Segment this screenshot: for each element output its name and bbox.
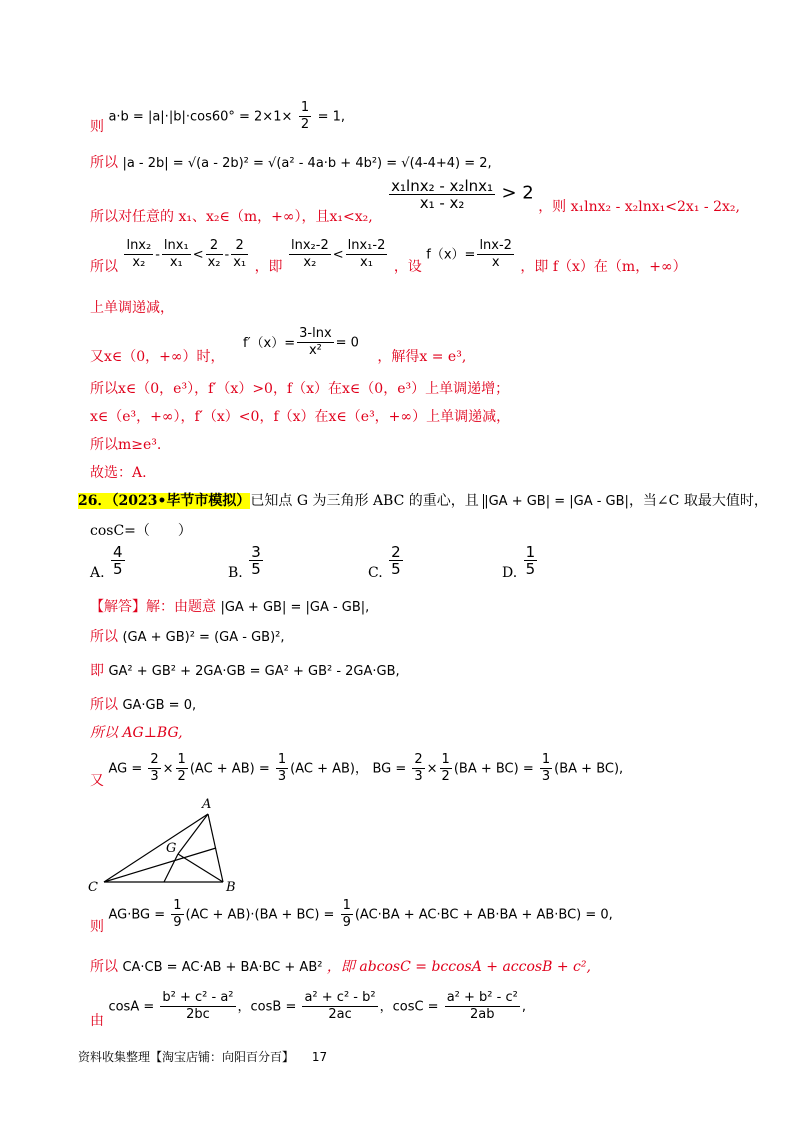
formula: , [521,999,526,1015]
text-prefix: 则 [90,118,104,135]
edge-ca [104,814,208,882]
text-prefix: 又x∈（0，+∞）时， [90,348,225,365]
condition-formula: |GA + GB| = |GA - GB| [484,494,629,509]
solution-line-5: 上单调递减， [90,300,174,316]
choice-fraction: $\frac{2}{5}$ [391,543,401,578]
choice-c[interactable] [368,543,405,581]
stem-tail: ，当∠C 取最大值时， [628,493,768,509]
fraction: $\frac{1}{2}$ [300,100,310,132]
function-def: f（x）= [426,247,476,263]
median-g [164,854,178,882]
question-stem-2: cosC=（ ） [90,523,192,539]
lt-sign: < [332,247,344,263]
solution-line-7: 所以x∈（0，e³），f′（x）>0，f（x）在x∈（0，e³）上单调递增； [90,381,510,397]
text-tail: ，则 x₁lnx₂ - x₂lnx₁<2x₁ - 2x₂, [538,198,740,215]
solution-line-10: 故选：A. [90,465,147,481]
median-c [104,848,216,882]
fraction: $\frac{1}{9}$ [342,898,351,930]
choice-a[interactable] [90,543,127,581]
solution-line-4 [90,238,687,275]
solution-line-3 [90,177,740,225]
formula: ，cosC = [379,999,443,1015]
answer-step-3 [90,694,196,714]
formula: ，cosB = [237,999,301,1015]
text-mid: ，即 [254,258,283,275]
solution-line-9: 所以m≥e³. [90,437,162,453]
choice-label: A. [90,564,105,581]
fraction: $\frac{1}{2}$ [177,752,186,784]
gt-sign: > 2 [501,182,534,204]
fraction: $\frac{2}{\text{x₂}}$ [207,238,221,270]
answer-step-1 [90,626,284,646]
formula: AG = [108,761,147,777]
answer-step-8 [90,990,526,1029]
solution-line-1 [90,100,345,133]
text-prefix: 则 [90,918,104,935]
minus-sign: - [224,247,230,263]
formula: (GA + GB)² = (GA - GB)², [122,630,285,645]
formula: (AC + AB)·(BA + BC) = [185,907,339,923]
label-g: G [166,841,177,856]
formula: BG = [372,761,411,777]
question-number: 26．（2023•毕节市模拟） [78,493,251,509]
text-prefix: 所以对任意的 [90,208,174,225]
formula: (BA + BC) = [453,761,538,777]
formula: |GA + GB| = |GA - GB|, [220,600,370,615]
times-sign: × [162,761,174,777]
fraction: $\frac{1}{3}$ [541,752,551,784]
fraction: $\frac{1}{9}$ [173,898,182,930]
fraction: $\frac{\text{a² + c² - b²}}{2ac}$ [304,990,376,1022]
fraction: $\frac{1}{2}$ [441,752,450,784]
lt-sign: < [192,247,204,263]
page-footer [78,1048,327,1065]
text-tail: ，即 f（x）在（m，+∞） [520,258,687,275]
formula: (AC + AB) = [189,761,274,777]
label-a: A [202,797,212,812]
fraction: $\frac{\text{lnx₁-2}}{\text{x₁}}$ [347,238,386,270]
text-prefix: 所以 [90,697,118,713]
formula: (BA + BC), [554,761,624,777]
fraction: $\frac{\text{lnx₂}}{\text{x₂}}$ [126,238,152,270]
function-derivative: f′（x）= [243,335,296,351]
answer-step-2 [90,660,400,680]
text-condition: x₁、x₂∈（m，+∞），且x₁<x₂, [178,208,373,225]
text-prefix: 又 [90,772,104,789]
text-tail: ，解得x = e³, [377,348,467,365]
label-c: C [88,880,98,894]
formula: GA·GB = 0, [122,698,197,713]
answer-step-7 [90,956,591,976]
text-prefix: 所以 [90,959,118,975]
fraction: $\frac{2}{3}$ [150,752,159,784]
answer-step-4: 所以 AG⊥BG, [90,725,183,741]
label-b: B [226,880,236,894]
text-prefix: 即 [90,663,104,679]
formula: AG·BG = [108,907,170,923]
formula: a·b = |a|·|b|·cos60° = 2×1× [108,109,293,125]
fraction: $\frac{\text{b² + c² - a²}}{2bc}$ [162,990,234,1022]
choice-label: D. [502,564,518,581]
formula: (AC·BA + AC·BC + AB·BA + AB·BC) = 0, [354,907,613,923]
fraction: $\frac{2}{3}$ [414,752,423,784]
answer-step-5 [90,752,624,789]
minus-sign: - [155,247,160,263]
fraction: $\frac{1}{3}$ [277,752,287,784]
fraction: $\frac{\ln x-2}{x}$ [479,238,512,270]
text-prefix: 所以 [90,155,118,171]
fraction: $\frac{2}{\text{x₁}}$ [233,238,247,270]
footer-text: 资料收集整理【淘宝店铺：向阳百分百】 [78,1050,295,1064]
text-tail: ，即 abcosC = bccosA + accosB + c², [326,959,591,975]
formula: GA² + GB² + 2GA·GB = GA² + GB² - 2GA·GB, [108,664,400,679]
fraction: $\frac{\text{a² + b² - c²}}{2ab}$ [446,990,518,1022]
fraction: $\frac{\text{lnx₂-2}}{\text{x₂}}$ [291,238,329,270]
choice-b[interactable] [228,543,265,581]
solution-line-8: x∈（e³，+∞），f′（x）<0，f（x）在x∈（e³，+∞）上单调递减， [90,409,511,425]
solution-line-6 [90,326,467,365]
answer-head [90,596,369,616]
median-gb [178,854,223,882]
formula: CA·CB = AC·AB + BA·BC + AB² [122,960,323,975]
choice-d[interactable] [502,543,539,581]
choice-label: C. [368,564,383,581]
triangle-figure [86,794,266,894]
text-prefix: 所以 [90,258,118,275]
choice-fraction: $\frac{1}{5}$ [525,543,536,578]
formula: cosA = [108,999,159,1015]
times-sign: × [426,761,438,777]
solution-line-2 [90,152,492,172]
formula-tail: = 1, [317,109,345,125]
fraction: $\frac{3-\ln x}{\text{x²}}$ [299,326,332,358]
choice-fraction: $\frac{4}{5}$ [113,543,123,578]
choice-fraction: $\frac{3}{5}$ [251,543,261,578]
text-prefix: 所以 [90,629,118,645]
choice-label: B. [228,564,243,581]
answer-label: 【解答】解：由题意 [90,599,216,615]
question-stem [78,490,768,510]
fraction: $\frac{\text{lnx₁}}{\text{x₁}}$ [163,238,189,270]
formula: (AC + AB)， [290,761,368,777]
answer-step-6 [90,898,613,935]
page-number: 17 [311,1050,328,1064]
text-prefix: 由 [90,1012,104,1029]
formula: |a - 2b| = √(a - 2b)² = √(a² - 4a·b + 4b²) = √(4-4+4) = 2, [122,156,492,171]
median-ga [178,814,208,854]
fraction: $\frac{\text{x₁lnx₂ - x₂lnx₁}}{\text{x₁ - x₂}}$ [391,177,494,212]
text-set: ，设 [393,258,422,275]
eq-zero: = 0 [335,335,359,351]
stem-text: 已知点 G 为三角形 ABC 的重心，且 [250,493,479,509]
